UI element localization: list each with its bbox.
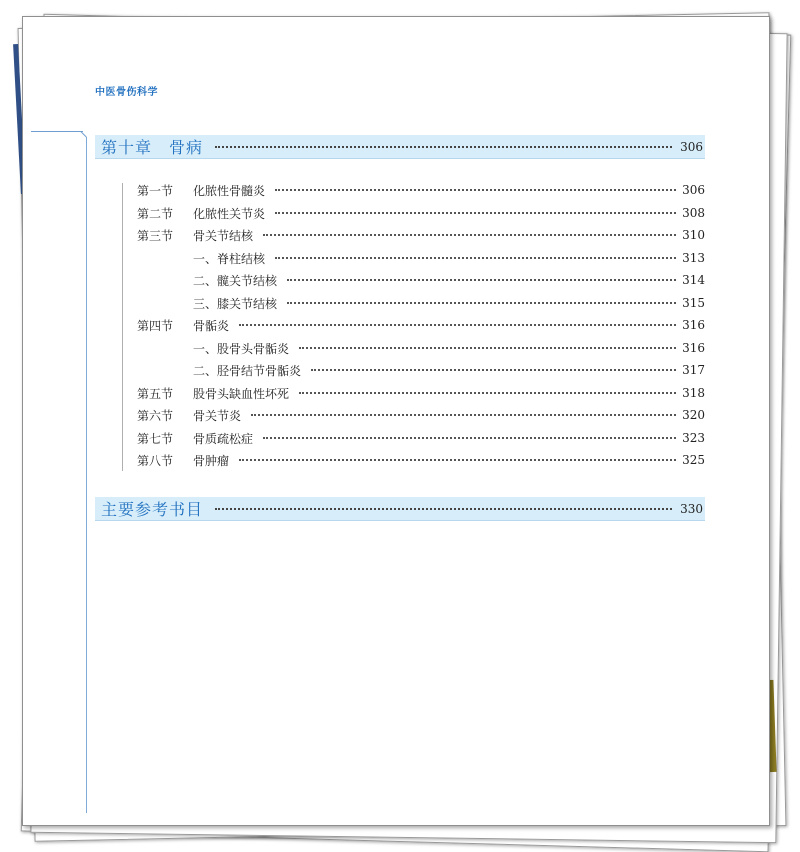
dot-leader: [275, 189, 676, 191]
dot-leader: [275, 212, 676, 214]
header-tab-line: [31, 131, 83, 132]
section-title: 骨肿瘤: [193, 453, 230, 468]
page-number: 323: [682, 431, 705, 445]
toc-subentry[interactable]: [193, 359, 705, 381]
chapter-title: 第十章 骨病: [101, 138, 204, 157]
chapter-heading[interactable]: [95, 135, 705, 159]
section-number: 第五节: [137, 386, 174, 401]
dot-leader: [263, 234, 676, 236]
dot-leader: [299, 392, 676, 394]
dot-leader: [287, 302, 676, 304]
running-head: 中医骨伤科学: [95, 87, 158, 98]
subsection-title: 三、膝关节结核: [193, 296, 278, 311]
page-number: 306: [682, 183, 705, 197]
toc-entry[interactable]: [137, 382, 705, 404]
toc-subentry[interactable]: [193, 337, 705, 359]
chapter-page-number: 306: [680, 139, 703, 154]
page-number: 317: [682, 363, 705, 377]
section-number: 第三节: [137, 228, 174, 243]
section-title: 化脓性骨髓炎: [193, 183, 266, 198]
dot-leader: [239, 324, 676, 326]
dot-leader: [311, 369, 676, 371]
subsection-title: 二、髋关节结核: [193, 273, 278, 288]
section-number: 第六节: [137, 408, 174, 423]
section-title: 骨关节结核: [193, 228, 254, 243]
toc-entry[interactable]: [137, 449, 705, 471]
dot-leader: [299, 347, 676, 349]
page-number: 325: [682, 453, 705, 467]
section-number: 第四节: [137, 318, 174, 333]
toc-entry[interactable]: [137, 314, 705, 336]
subsection-title: 一、脊柱结核: [193, 251, 266, 266]
toc-subentry[interactable]: [193, 292, 705, 314]
section-indent-rule: [122, 183, 123, 471]
page-number: 318: [682, 386, 705, 400]
toc-page: [22, 16, 770, 826]
page-number: 308: [682, 206, 705, 220]
section-number: 第一节: [137, 183, 174, 198]
page-number: 315: [682, 296, 705, 310]
toc-subentry[interactable]: [193, 269, 705, 291]
page-number: 320: [682, 408, 705, 422]
section-title: 骨质疏松症: [193, 431, 254, 446]
subsection-title: 二、胫骨结节骨骺炎: [193, 363, 302, 378]
dot-leader: [251, 414, 676, 416]
toc-entry[interactable]: [137, 404, 705, 426]
margin-rule: [86, 137, 87, 813]
references-page-number: 330: [680, 501, 703, 516]
dot-leader: [287, 279, 676, 281]
section-number: 第八节: [137, 453, 174, 468]
page-number: 310: [682, 228, 705, 242]
section-title: 股骨头缺血性坏死: [193, 386, 290, 401]
page-number: 316: [682, 341, 705, 355]
dot-leader: [275, 257, 676, 259]
page-number: 314: [682, 273, 705, 287]
references-heading[interactable]: [95, 497, 705, 521]
toc-subentry[interactable]: [193, 247, 705, 269]
dot-leader: [215, 146, 672, 148]
section-title: 骨骺炎: [193, 318, 230, 333]
section-number: 第七节: [137, 431, 174, 446]
toc-entry[interactable]: [137, 202, 705, 224]
dot-leader: [239, 459, 676, 461]
toc-entry[interactable]: [137, 179, 705, 201]
subsection-title: 一、股骨头骨骺炎: [193, 341, 290, 356]
page-number: 316: [682, 318, 705, 332]
dot-leader: [215, 508, 672, 510]
page-number: 313: [682, 251, 705, 265]
toc-entry[interactable]: [137, 427, 705, 449]
toc-entry[interactable]: [137, 224, 705, 246]
section-number: 第二节: [137, 206, 174, 221]
references-title: 主要参考书目: [101, 500, 204, 519]
dot-leader: [263, 437, 676, 439]
section-title: 化脓性关节炎: [193, 206, 266, 221]
section-title: 骨关节炎: [193, 408, 242, 423]
